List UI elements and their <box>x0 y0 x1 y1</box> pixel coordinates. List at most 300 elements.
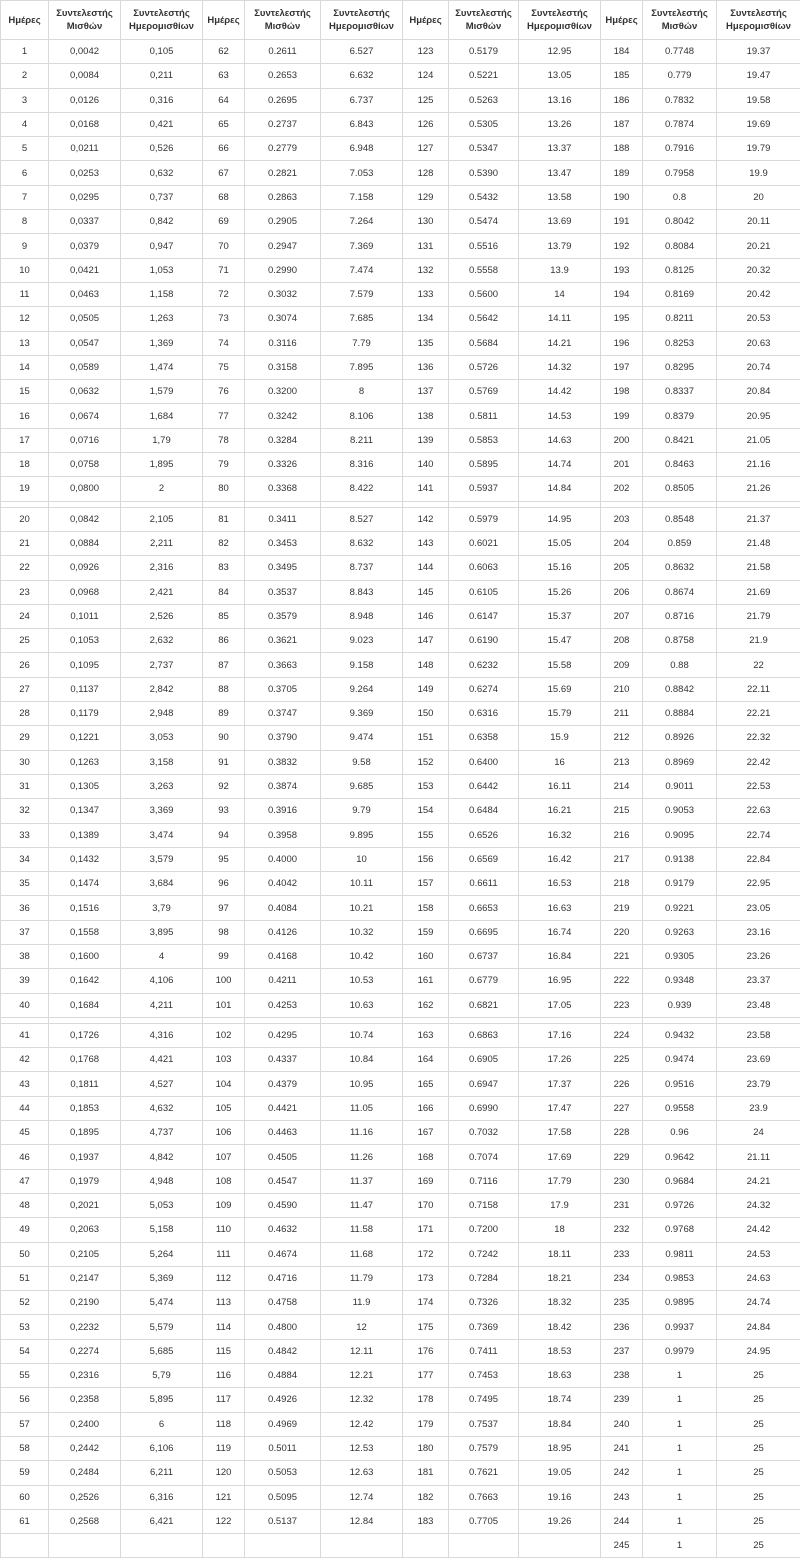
salary-coefficient-cell: 1 <box>643 1436 717 1460</box>
salary-coefficient-cell: 0.7621 <box>449 1461 519 1485</box>
day-cell: 212 <box>601 726 643 750</box>
salary-coefficient-cell: 0.8042 <box>643 210 717 234</box>
day-cell: 2 <box>1 64 49 88</box>
salary-coefficient-cell: 0.6737 <box>449 944 519 968</box>
daily-wage-coefficient-cell: 0,211 <box>121 64 203 88</box>
daily-wage-coefficient-cell: 3,369 <box>121 799 203 823</box>
daily-wage-coefficient-cell: 12.42 <box>321 1412 403 1436</box>
daily-wage-coefficient-cell: 5,895 <box>121 1388 203 1412</box>
salary-coefficient-cell: 0,0884 <box>49 531 121 555</box>
daily-wage-coefficient-cell: 9.895 <box>321 823 403 847</box>
salary-coefficient-cell: 0,2190 <box>49 1291 121 1315</box>
salary-coefficient-cell: 0.5853 <box>449 428 519 452</box>
daily-wage-coefficient-cell: 6,421 <box>121 1509 203 1533</box>
day-cell: 45 <box>1 1121 49 1145</box>
day-cell: 134 <box>403 307 449 331</box>
salary-coefficient-cell: 0.7958 <box>643 161 717 185</box>
day-cell: 88 <box>203 677 245 701</box>
daily-wage-coefficient-cell: 20.21 <box>717 234 800 258</box>
table-row <box>1 629 800 653</box>
table-row <box>1 477 800 501</box>
salary-coefficient-cell: 0,1179 <box>49 702 121 726</box>
day-cell: 126 <box>403 112 449 136</box>
day-cell: 15 <box>1 380 49 404</box>
day-cell: 122 <box>203 1509 245 1533</box>
day-cell: 125 <box>403 88 449 112</box>
salary-coefficient-cell: 0.6653 <box>449 896 519 920</box>
daily-wage-coefficient-cell: 23.16 <box>717 920 800 944</box>
daily-wage-coefficient-cell: 2,737 <box>121 653 203 677</box>
table-row <box>1 137 800 161</box>
table-row <box>1 1509 800 1533</box>
table-row <box>1 40 800 64</box>
day-cell: 200 <box>601 428 643 452</box>
day-cell: 75 <box>203 355 245 379</box>
day-cell: 101 <box>203 993 245 1017</box>
daily-wage-coefficient-cell: 16.11 <box>519 774 601 798</box>
day-cell: 149 <box>403 677 449 701</box>
salary-coefficient-cell: 0,1979 <box>49 1169 121 1193</box>
daily-wage-coefficient-cell: 9.264 <box>321 677 403 701</box>
day-cell: 77 <box>203 404 245 428</box>
daily-wage-coefficient-cell: 23.58 <box>717 1023 800 1047</box>
day-cell: 217 <box>601 847 643 871</box>
day-cell: 38 <box>1 944 49 968</box>
daily-wage-coefficient-cell: 24.74 <box>717 1291 800 1315</box>
day-cell: 178 <box>403 1388 449 1412</box>
daily-wage-coefficient-cell: 23.79 <box>717 1072 800 1096</box>
day-cell: 110 <box>203 1218 245 1242</box>
daily-wage-coefficient-cell: 10.63 <box>321 993 403 1017</box>
salary-coefficient-cell: 0,1558 <box>49 920 121 944</box>
salary-coefficient-cell: 0.2990 <box>245 258 321 282</box>
table-row <box>1 799 800 823</box>
salary-coefficient-cell: 0.5684 <box>449 331 519 355</box>
daily-wage-coefficient-cell: 25 <box>717 1485 800 1509</box>
daily-wage-coefficient-cell: 24.63 <box>717 1266 800 1290</box>
daily-wage-coefficient-cell: 22 <box>717 653 800 677</box>
salary-coefficient-cell <box>449 1534 519 1558</box>
daily-wage-coefficient-cell: 4,106 <box>121 969 203 993</box>
day-cell: 54 <box>1 1339 49 1363</box>
salary-coefficient-cell: 0.4463 <box>245 1121 321 1145</box>
day-cell: 237 <box>601 1339 643 1363</box>
salary-coefficient-cell: 0.6190 <box>449 629 519 653</box>
day-cell: 92 <box>203 774 245 798</box>
daily-wage-coefficient-cell: 18 <box>519 1218 601 1242</box>
daily-wage-coefficient-cell: 12.11 <box>321 1339 403 1363</box>
daily-wage-coefficient-cell: 15.79 <box>519 702 601 726</box>
salary-coefficient-cell: 0.3705 <box>245 677 321 701</box>
daily-wage-coefficient-cell: 18.32 <box>519 1291 601 1315</box>
salary-coefficient-cell: 0.9516 <box>643 1072 717 1096</box>
day-cell: 114 <box>203 1315 245 1339</box>
day-cell: 47 <box>1 1169 49 1193</box>
daily-wage-coefficient-cell: 6.843 <box>321 112 403 136</box>
salary-coefficient-cell: 0.6021 <box>449 531 519 555</box>
daily-wage-coefficient-cell: 18.63 <box>519 1364 601 1388</box>
salary-coefficient-cell: 0.3747 <box>245 702 321 726</box>
day-cell: 179 <box>403 1412 449 1436</box>
daily-wage-coefficient-cell: 19.26 <box>519 1509 601 1533</box>
daily-wage-coefficient-cell: 16 <box>519 750 601 774</box>
day-cell: 57 <box>1 1412 49 1436</box>
day-cell: 124 <box>403 64 449 88</box>
salary-coefficient-cell: 0.5642 <box>449 307 519 331</box>
salary-coefficient-cell: 0.7116 <box>449 1169 519 1193</box>
day-cell: 135 <box>403 331 449 355</box>
salary-coefficient-cell: 0,2568 <box>49 1509 121 1533</box>
table-row <box>1 896 800 920</box>
salary-coefficient-cell: 0.9053 <box>643 799 717 823</box>
salary-coefficient-cell: 0,0084 <box>49 64 121 88</box>
daily-wage-coefficient-cell: 24 <box>717 1121 800 1145</box>
salary-coefficient-cell: 0.7411 <box>449 1339 519 1363</box>
salary-coefficient-cell: 0.8505 <box>643 477 717 501</box>
salary-coefficient-cell: 0,0126 <box>49 88 121 112</box>
table-row <box>1 944 800 968</box>
daily-wage-coefficient-cell: 10.74 <box>321 1023 403 1047</box>
daily-wage-coefficient-cell: 5,685 <box>121 1339 203 1363</box>
table-row <box>1 774 800 798</box>
day-cell: 27 <box>1 677 49 701</box>
salary-coefficient-cell: 0.9979 <box>643 1339 717 1363</box>
salary-coefficient-cell: 0.8632 <box>643 556 717 580</box>
salary-coefficient-cell: 0.7705 <box>449 1509 519 1533</box>
salary-coefficient-cell: 0,2232 <box>49 1315 121 1339</box>
day-cell: 163 <box>403 1023 449 1047</box>
daily-wage-coefficient-cell: 6.737 <box>321 88 403 112</box>
daily-wage-coefficient-cell: 14.21 <box>519 331 601 355</box>
header-days: Ημέρες <box>203 1 245 40</box>
daily-wage-coefficient-cell: 11.37 <box>321 1169 403 1193</box>
salary-coefficient-cell: 0,1642 <box>49 969 121 993</box>
daily-wage-coefficient-cell: 5,264 <box>121 1242 203 1266</box>
daily-wage-coefficient-cell: 17.05 <box>519 993 601 1017</box>
day-cell: 151 <box>403 726 449 750</box>
day-cell: 20 <box>1 507 49 531</box>
salary-coefficient-cell: 0.6611 <box>449 872 519 896</box>
daily-wage-coefficient-cell: 25 <box>717 1364 800 1388</box>
salary-coefficient-cell: 0,1053 <box>49 629 121 653</box>
salary-coefficient-cell: 0.3832 <box>245 750 321 774</box>
daily-wage-coefficient-cell: 13.58 <box>519 185 601 209</box>
day-cell: 96 <box>203 872 245 896</box>
daily-wage-coefficient-cell: 18.53 <box>519 1339 601 1363</box>
day-cell: 181 <box>403 1461 449 1485</box>
salary-coefficient-cell: 0.8084 <box>643 234 717 258</box>
salary-coefficient-cell: 0.6484 <box>449 799 519 823</box>
daily-wage-coefficient-cell: 17.26 <box>519 1048 601 1072</box>
daily-wage-coefficient-cell: 22.42 <box>717 750 800 774</box>
daily-wage-coefficient-cell: 20.53 <box>717 307 800 331</box>
daily-wage-coefficient-cell: 16.53 <box>519 872 601 896</box>
salary-coefficient-cell: 0.4632 <box>245 1218 321 1242</box>
day-cell: 238 <box>601 1364 643 1388</box>
daily-wage-coefficient-cell: 23.26 <box>717 944 800 968</box>
salary-coefficient-cell: 0,2442 <box>49 1436 121 1460</box>
day-cell: 172 <box>403 1242 449 1266</box>
day-cell: 93 <box>203 799 245 823</box>
day-cell: 218 <box>601 872 643 896</box>
salary-coefficient-cell: 0.6779 <box>449 969 519 993</box>
daily-wage-coefficient-cell: 22.53 <box>717 774 800 798</box>
table-row <box>1 64 800 88</box>
salary-coefficient-cell: 0,2358 <box>49 1388 121 1412</box>
salary-coefficient-cell: 0.4547 <box>245 1169 321 1193</box>
salary-coefficient-cell: 0,0716 <box>49 428 121 452</box>
day-cell: 107 <box>203 1145 245 1169</box>
day-cell: 123 <box>403 40 449 64</box>
day-cell: 111 <box>203 1242 245 1266</box>
day-cell: 182 <box>403 1485 449 1509</box>
day-cell: 60 <box>1 1485 49 1509</box>
table-row <box>1 726 800 750</box>
daily-wage-coefficient-cell: 6.632 <box>321 64 403 88</box>
table-row <box>1 1436 800 1460</box>
day-cell: 156 <box>403 847 449 871</box>
daily-wage-coefficient-cell: 23.9 <box>717 1096 800 1120</box>
table-row <box>1 993 800 1017</box>
daily-wage-coefficient-cell: 15.47 <box>519 629 601 653</box>
daily-wage-coefficient-cell: 9.369 <box>321 702 403 726</box>
salary-coefficient-cell: 0.9138 <box>643 847 717 871</box>
salary-coefficient-cell: 0.5347 <box>449 137 519 161</box>
daily-wage-coefficient-cell: 21.48 <box>717 531 800 555</box>
day-cell: 73 <box>203 307 245 331</box>
table-row <box>1 380 800 404</box>
day-cell: 99 <box>203 944 245 968</box>
day-cell: 7 <box>1 185 49 209</box>
day-cell: 76 <box>203 380 245 404</box>
daily-wage-coefficient-cell: 15.05 <box>519 531 601 555</box>
table-row <box>1 677 800 701</box>
day-cell: 137 <box>403 380 449 404</box>
table-row <box>1 604 800 628</box>
salary-coefficient-cell: 0.7579 <box>449 1436 519 1460</box>
day-cell: 95 <box>203 847 245 871</box>
day-cell: 36 <box>1 896 49 920</box>
salary-coefficient-cell: 0.7074 <box>449 1145 519 1169</box>
salary-coefficient-cell: 0,1516 <box>49 896 121 920</box>
day-cell: 29 <box>1 726 49 750</box>
day-cell: 37 <box>1 920 49 944</box>
salary-coefficient-cell: 0.9811 <box>643 1242 717 1266</box>
daily-wage-coefficient-cell: 20.84 <box>717 380 800 404</box>
salary-coefficient-cell: 0.8337 <box>643 380 717 404</box>
day-cell: 56 <box>1 1388 49 1412</box>
salary-coefficient-cell: 0.7748 <box>643 40 717 64</box>
salary-coefficient-cell: 0.5432 <box>449 185 519 209</box>
daily-wage-coefficient-cell: 24.53 <box>717 1242 800 1266</box>
daily-wage-coefficient-cell: 9.58 <box>321 750 403 774</box>
daily-wage-coefficient-cell: 5,053 <box>121 1193 203 1217</box>
daily-wage-coefficient-cell: 1,79 <box>121 428 203 452</box>
day-cell: 117 <box>203 1388 245 1412</box>
salary-coefficient-cell: 0.8716 <box>643 604 717 628</box>
daily-wage-coefficient-cell: 6,211 <box>121 1461 203 1485</box>
daily-wage-coefficient-cell: 9.79 <box>321 799 403 823</box>
daily-wage-coefficient-cell: 10.11 <box>321 872 403 896</box>
salary-coefficient-cell: 0,0842 <box>49 507 121 531</box>
day-cell: 11 <box>1 282 49 306</box>
day-cell: 14 <box>1 355 49 379</box>
day-cell: 108 <box>203 1169 245 1193</box>
salary-coefficient-cell: 0.6316 <box>449 702 519 726</box>
daily-wage-coefficient-cell: 21.69 <box>717 580 800 604</box>
daily-wage-coefficient-cell: 21.11 <box>717 1145 800 1169</box>
table-row <box>1 1412 800 1436</box>
day-cell: 243 <box>601 1485 643 1509</box>
salary-coefficient-cell: 0.3284 <box>245 428 321 452</box>
day-cell: 136 <box>403 355 449 379</box>
day-cell: 5 <box>1 137 49 161</box>
day-cell: 25 <box>1 629 49 653</box>
daily-wage-coefficient-cell: 0,105 <box>121 40 203 64</box>
daily-wage-coefficient-cell: 13.26 <box>519 112 601 136</box>
salary-coefficient-cell: 0.3495 <box>245 556 321 580</box>
day-cell: 55 <box>1 1364 49 1388</box>
day-cell: 83 <box>203 556 245 580</box>
daily-wage-coefficient-cell: 23.48 <box>717 993 800 1017</box>
daily-wage-coefficient-cell: 3,579 <box>121 847 203 871</box>
salary-coefficient-cell: 0.3242 <box>245 404 321 428</box>
daily-wage-coefficient-cell: 18.21 <box>519 1266 601 1290</box>
day-cell: 139 <box>403 428 449 452</box>
salary-coefficient-cell: 0,0758 <box>49 453 121 477</box>
daily-wage-coefficient-cell: 13.9 <box>519 258 601 282</box>
day-cell: 239 <box>601 1388 643 1412</box>
daily-wage-coefficient-cell: 22.32 <box>717 726 800 750</box>
day-cell: 133 <box>403 282 449 306</box>
salary-coefficient-cell: 0.7537 <box>449 1412 519 1436</box>
day-cell: 116 <box>203 1364 245 1388</box>
daily-wage-coefficient-cell: 1,263 <box>121 307 203 331</box>
daily-wage-coefficient-cell: 15.9 <box>519 726 601 750</box>
daily-wage-coefficient-cell: 25 <box>717 1461 800 1485</box>
daily-wage-coefficient-cell: 22.95 <box>717 872 800 896</box>
salary-coefficient-cell: 0.5600 <box>449 282 519 306</box>
day-cell: 222 <box>601 969 643 993</box>
daily-wage-coefficient-cell: 21.16 <box>717 453 800 477</box>
salary-coefficient-cell: 0.7453 <box>449 1364 519 1388</box>
daily-wage-coefficient-cell: 5,158 <box>121 1218 203 1242</box>
salary-coefficient-cell: 0.4926 <box>245 1388 321 1412</box>
day-cell: 10 <box>1 258 49 282</box>
daily-wage-coefficient-cell: 15.16 <box>519 556 601 580</box>
salary-coefficient-cell: 0.7874 <box>643 112 717 136</box>
salary-coefficient-cell: 0,0547 <box>49 331 121 355</box>
salary-coefficient-cell: 0.6105 <box>449 580 519 604</box>
daily-wage-coefficient-cell: 24.84 <box>717 1315 800 1339</box>
salary-coefficient-cell: 0,1011 <box>49 604 121 628</box>
day-cell: 132 <box>403 258 449 282</box>
day-cell: 229 <box>601 1145 643 1169</box>
day-cell: 129 <box>403 185 449 209</box>
day-cell: 175 <box>403 1315 449 1339</box>
table-row <box>1 1072 800 1096</box>
salary-coefficient-cell: 0.4042 <box>245 872 321 896</box>
salary-coefficient-cell: 0.5895 <box>449 453 519 477</box>
day-cell: 235 <box>601 1291 643 1315</box>
day-cell: 147 <box>403 629 449 653</box>
salary-coefficient-cell: 0.5474 <box>449 210 519 234</box>
salary-coefficient-cell: 0.4421 <box>245 1096 321 1120</box>
daily-wage-coefficient-cell: 7.158 <box>321 185 403 209</box>
daily-wage-coefficient-cell: 20.95 <box>717 404 800 428</box>
salary-coefficient-cell: 0.9348 <box>643 969 717 993</box>
daily-wage-coefficient-cell: 20.63 <box>717 331 800 355</box>
daily-wage-coefficient-cell: 20.74 <box>717 355 800 379</box>
daily-wage-coefficient-cell: 2,211 <box>121 531 203 555</box>
table-row <box>1 1169 800 1193</box>
day-cell: 193 <box>601 258 643 282</box>
salary-coefficient-cell: 0.3790 <box>245 726 321 750</box>
salary-coefficient-cell: 0.3411 <box>245 507 321 531</box>
salary-coefficient-cell: 0.3158 <box>245 355 321 379</box>
daily-wage-coefficient-cell: 2,842 <box>121 677 203 701</box>
day-cell: 127 <box>403 137 449 161</box>
day-cell: 155 <box>403 823 449 847</box>
day-cell: 120 <box>203 1461 245 1485</box>
daily-wage-coefficient-cell: 16.84 <box>519 944 601 968</box>
salary-coefficient-cell: 0,2526 <box>49 1485 121 1509</box>
salary-coefficient-cell: 0.4295 <box>245 1023 321 1047</box>
daily-wage-coefficient-cell: 2,421 <box>121 580 203 604</box>
day-cell: 86 <box>203 629 245 653</box>
table-row <box>1 1291 800 1315</box>
salary-coefficient-cell: 0.2695 <box>245 88 321 112</box>
day-cell: 142 <box>403 507 449 531</box>
salary-coefficient-cell: 0.5179 <box>449 40 519 64</box>
daily-wage-coefficient-cell: 6,316 <box>121 1485 203 1509</box>
table-row <box>1 161 800 185</box>
daily-wage-coefficient-cell: 17.47 <box>519 1096 601 1120</box>
day-cell: 176 <box>403 1339 449 1363</box>
salary-coefficient-cell: 0.2653 <box>245 64 321 88</box>
day-cell: 31 <box>1 774 49 798</box>
day-cell: 39 <box>1 969 49 993</box>
day-cell: 159 <box>403 920 449 944</box>
daily-wage-coefficient-cell: 3,474 <box>121 823 203 847</box>
daily-wage-coefficient-cell: 3,053 <box>121 726 203 750</box>
day-cell: 128 <box>403 161 449 185</box>
daily-wage-coefficient-cell: 6,106 <box>121 1436 203 1460</box>
daily-wage-coefficient-cell: 2,316 <box>121 556 203 580</box>
salary-coefficient-cell: 0.5979 <box>449 507 519 531</box>
salary-coefficient-cell: 0,1853 <box>49 1096 121 1120</box>
daily-wage-coefficient-cell: 14.63 <box>519 428 601 452</box>
daily-wage-coefficient-cell: 22.63 <box>717 799 800 823</box>
salary-coefficient-cell: 0,0042 <box>49 40 121 64</box>
daily-wage-coefficient-cell: 11.26 <box>321 1145 403 1169</box>
daily-wage-coefficient-cell <box>121 1534 203 1558</box>
day-cell: 97 <box>203 896 245 920</box>
salary-coefficient-cell: 0.9895 <box>643 1291 717 1315</box>
day-cell: 91 <box>203 750 245 774</box>
header-salary-coefficient: Συντελεστής Μισθών <box>449 1 519 40</box>
salary-coefficient-cell: 0.6400 <box>449 750 519 774</box>
daily-wage-coefficient-cell: 24.21 <box>717 1169 800 1193</box>
table-row <box>1 556 800 580</box>
day-cell: 74 <box>203 331 245 355</box>
salary-coefficient-cell: 0.9095 <box>643 823 717 847</box>
day-cell: 158 <box>403 896 449 920</box>
day-cell: 180 <box>403 1436 449 1460</box>
daily-wage-coefficient-cell: 6 <box>121 1412 203 1436</box>
salary-coefficient-cell: 0.6232 <box>449 653 519 677</box>
salary-coefficient-cell: 0.6147 <box>449 604 519 628</box>
